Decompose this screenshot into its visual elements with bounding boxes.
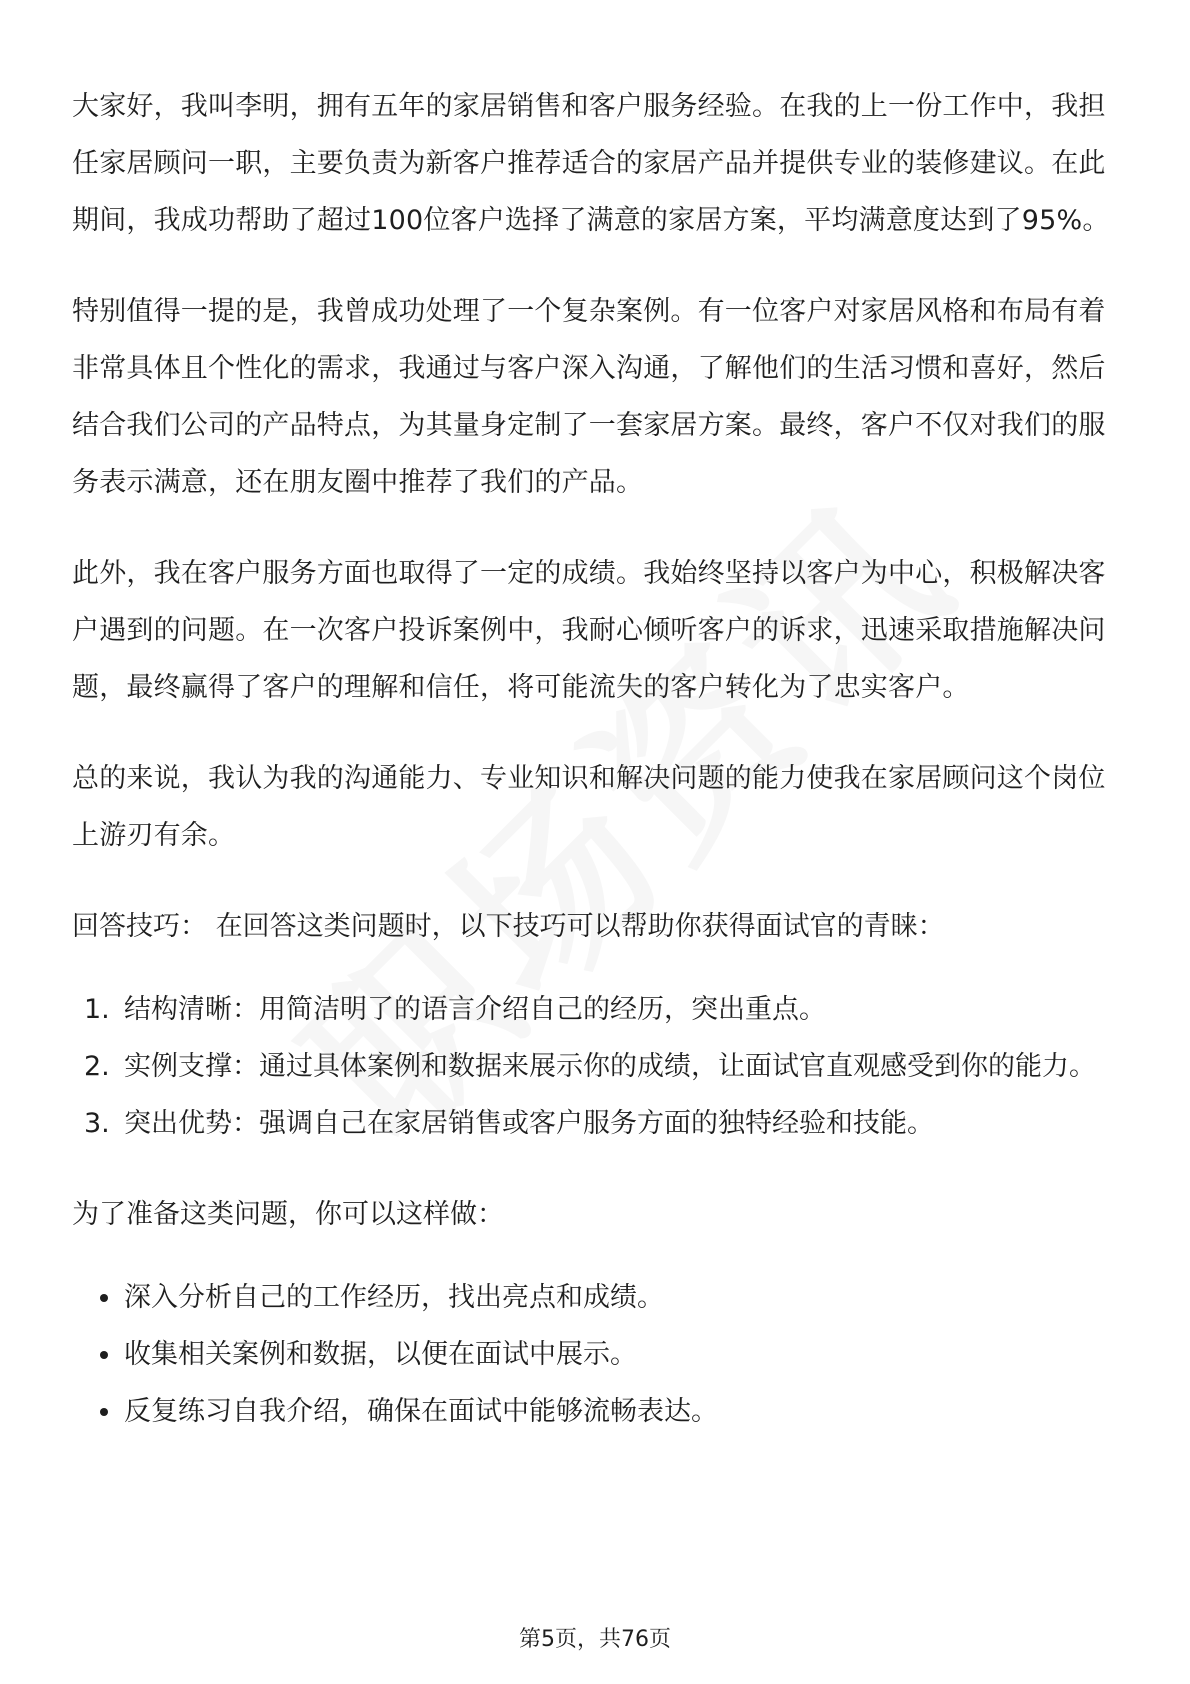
tip-number: 3. [84, 1108, 110, 1139]
prep-text: 收集相关案例和数据，以便在面试中展示。 [124, 1339, 637, 1370]
bullet-icon [100, 1294, 108, 1302]
tip-text: 实例支撑：通过具体案例和数据来展示你的成绩，让面试官直观感受到你的能力。 [124, 1051, 1096, 1082]
tip-number: 1. [84, 994, 110, 1025]
tips-intro: 回答技巧： 在回答这类问题时，以下技巧可以帮助你获得面试官的青睐： [72, 911, 945, 942]
bullet-icon [100, 1408, 108, 1416]
paragraph-2: 特别值得一提的是，我曾成功处理了一个复杂案例。有一位客户对家居风格和布局有着非常具体且个性化的需求，我通过与客户深入沟通，了解他们的生活习惯和喜好，然后结合我们公司的产品特点，为其量身定制了一套家居方案。最终，客户不仅对我们的服务表示满意，还在朋友圈中推荐了我们的产品。 [72, 296, 1106, 498]
prep-text: 深入分析自己的工作经历，找出亮点和成绩。 [124, 1282, 664, 1313]
page-footer: 第5页，共76页 [519, 1627, 671, 1652]
paragraph-1: 大家好，我叫李明，拥有五年的家居销售和客户服务经验。在我的上一份工作中，我担任家居顾问一职，主要负责为新客户推荐适合的家居产品并提供专业的装修建议。在此期间，我成功帮助了超过100位客户选择了满意的家居方案，平均满意度达到了95%。 [72, 91, 1110, 236]
tips-list [72, 981, 1122, 1152]
prep-intro: 为了准备这类问题，你可以这样做： [72, 1199, 504, 1230]
prep-list [72, 1269, 1122, 1440]
prep-item [72, 1383, 1122, 1440]
prep-text: 反复练习自我介绍，确保在面试中能够流畅表达。 [124, 1396, 718, 1427]
prep-item [72, 1269, 1122, 1326]
paragraph-4: 总的来说，我认为我的沟通能力、专业知识和解决问题的能力使我在家居顾问这个岗位上游刃有余。 [72, 763, 1106, 851]
tip-item [72, 1038, 1122, 1095]
bullet-icon [100, 1351, 108, 1359]
paragraph-3: 此外，我在客户服务方面也取得了一定的成绩。我始终坚持以客户为中心，积极解决客户遇到的问题。在一次客户投诉案例中，我耐心倾听客户的诉求，迅速采取措施解决问题，最终赢得了客户的理解和信任，将可能流失的客户转化为了忠实客户。 [72, 558, 1106, 703]
tip-item [72, 981, 1122, 1038]
document-body [72, 78, 1122, 1440]
tip-number: 2. [84, 1051, 110, 1082]
tip-text: 突出优势：强调自己在家居销售或客户服务方面的独特经验和技能。 [124, 1108, 934, 1139]
tip-item [72, 1095, 1122, 1152]
prep-item [72, 1326, 1122, 1383]
tip-text: 结构清晰：用简洁明了的语言介绍自己的经历，突出重点。 [124, 994, 826, 1025]
